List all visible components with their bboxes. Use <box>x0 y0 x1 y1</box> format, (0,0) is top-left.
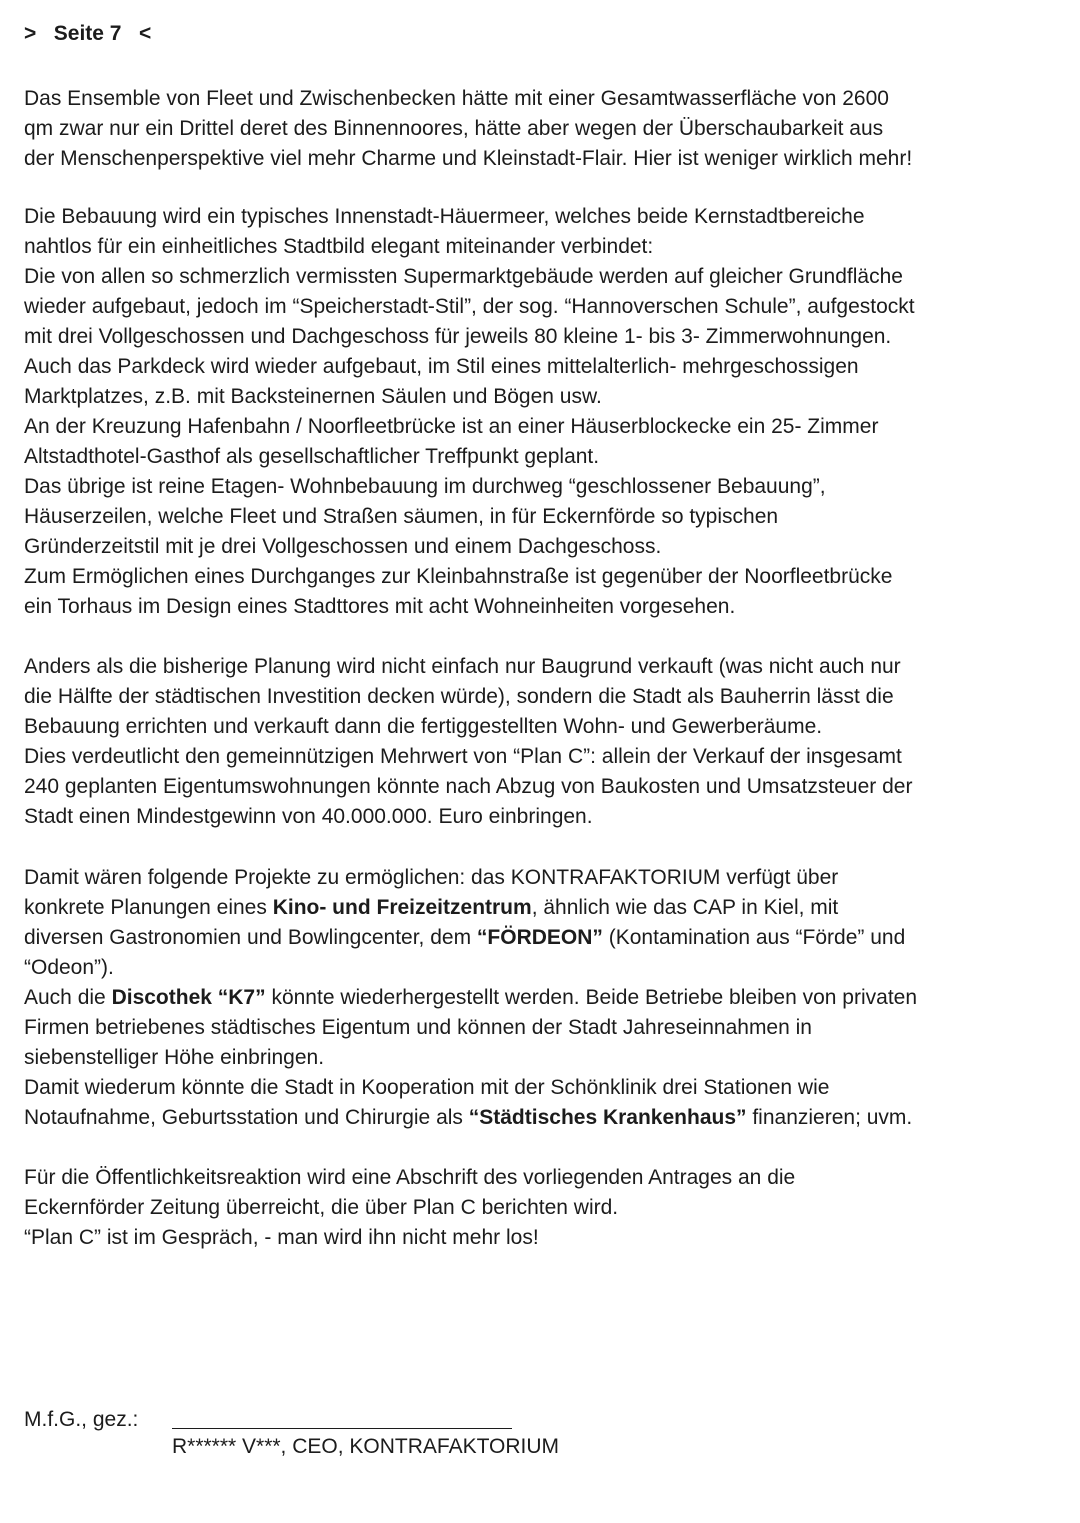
paragraph-verkauf <box>24 652 1070 832</box>
text-line: Die von allen so schmerzlich vermissten Supermarktgebäude werden auf gleicher Grundfläche <box>24 265 903 288</box>
text-line: qm zwar nur ein Drittel deret des Binnennoores, hätte aber wegen der Überschaubarkeit aus <box>24 117 884 140</box>
text-line: mit drei Vollgeschossen und Dachgeschoss für jeweils 80 kleine 1- bis 3- Zimmerwohnungen. <box>24 325 892 348</box>
text-segment: finanzieren; uvm. <box>746 1106 913 1129</box>
text-line: die Hälfte der städtischen Investition decken würde), sondern die Stadt als Bauherrin lässt die <box>24 685 894 708</box>
signature-label: M.f.G., gez.: <box>24 1408 139 1431</box>
text-line: Für die Öffentlichkeitsreaktion wird eine Abschrift des vorliegenden Antrages an die <box>24 1166 796 1189</box>
bold-foerdeon: “FÖRDEON” <box>476 926 603 949</box>
text-segment: diversen Gastronomien und Bowlingcenter, dem <box>24 926 477 949</box>
text-line: Eckernförder Zeitung überreicht, die über Plan C berichten wird. <box>24 1196 619 1219</box>
text-line <box>24 923 1070 953</box>
page-number-header: > Seite 7 < <box>24 22 152 45</box>
text-line: Das übrige ist reine Etagen- Wohnbebauung im durchweg “geschlossener Bebauung”, <box>24 475 826 498</box>
text-line <box>24 1103 1070 1133</box>
text-line: Altstadthotel-Gasthof als gesellschaftlicher Treffpunkt geplant. <box>24 445 600 468</box>
text-line: An der Kreuzung Hafenbahn / Noorfleetbrücke ist an einer Häuserblockecke ein 25- Zimmer <box>24 415 879 438</box>
text-segment: konkrete Planungen eines <box>24 896 273 919</box>
bold-staedtisches-krankenhaus: “Städtisches Krankenhaus” <box>468 1106 747 1129</box>
paragraph-oeffentlichkeit <box>24 1163 1070 1253</box>
text-line: Bebauung errichten und verkauft dann die fertiggestellten Wohn- und Gewerberäume. <box>24 715 823 738</box>
text-segment: könnte wiederhergestellt werden. Beide Betriebe bleiben von privaten <box>265 986 918 1009</box>
text-line: Marktplatzes, z.B. mit Backsteinernen Säulen und Bögen usw. <box>24 385 602 408</box>
text-segment: Notaufnahme, Geburtsstation und Chirurgie als <box>24 1106 469 1129</box>
text-line: Häuserzeilen, welche Fleet und Straßen säumen, in für Eckernförde so typischen <box>24 505 779 528</box>
text-line <box>24 983 1070 1013</box>
text-line: “Plan C” ist im Gespräch, - man wird ihn nicht mehr los! <box>24 1226 539 1249</box>
text-line <box>24 893 1070 923</box>
paragraph-projekte <box>24 863 1070 1133</box>
text-line: Damit wiederum könnte die Stadt in Kooperation mit der Schönklinik drei Stationen wie <box>24 1076 830 1099</box>
text-line: Dies verdeutlicht den gemeinnützigen Mehrwert von “Plan C”: allein der Verkauf der insgesamt <box>24 745 902 768</box>
text-line: “Odeon”). <box>24 956 114 979</box>
text-segment: (Kontamination aus “Förde” und <box>602 926 906 949</box>
text-segment: , ähnlich wie das CAP in Kiel, mit <box>531 896 839 919</box>
text-line: ein Torhaus im Design eines Stadttores mit acht Wohneinheiten vorgesehen. <box>24 595 736 618</box>
text-line: Firmen betriebenes städtisches Eigentum und können der Stadt Jahreseinnahmen in <box>24 1016 812 1039</box>
signature-name: R****** V***, CEO, KONTRAFAKTORIUM <box>172 1435 560 1458</box>
text-line: Die Bebauung wird ein typisches Innenstadt-Häuermeer, welches beide Kernstadtbereiche <box>24 205 865 228</box>
text-line: nahtlos für ein einheitliches Stadtbild elegant miteinander verbindet: <box>24 235 654 258</box>
bold-kino-freizeitzentrum: Kino- und Freizeitzentrum <box>272 896 532 919</box>
signature-line <box>172 1428 512 1429</box>
text-line: Das Ensemble von Fleet und Zwischenbecken hätte mit einer Gesamtwasserfläche von 2600 <box>24 87 889 110</box>
text-line: siebenstelliger Höhe einbringen. <box>24 1046 325 1069</box>
text-line: Auch das Parkdeck wird wieder aufgebaut, im Stil eines mittelalterlich- mehrgeschossigen <box>24 355 859 378</box>
text-line: der Menschenperspektive viel mehr Charme und Kleinstadt-Flair. Hier ist weniger wirklich mehr! <box>24 147 913 170</box>
bold-discothek-k7: Discothek “K7” <box>111 986 266 1009</box>
text-line: wieder aufgebaut, jedoch im “Speicherstadt-Stil”, der sog. “Hannoverschen Schule”, aufgestockt <box>24 295 915 318</box>
text-line: Stadt einen Mindestgewinn von 40.000.000. Euro einbringen. <box>24 805 593 828</box>
text-line: Zum Ermöglichen eines Durchganges zur Kleinbahnstraße ist gegenüber der Noorfleetbrücke <box>24 565 893 588</box>
text-line: Damit wären folgende Projekte zu ermöglichen: das KONTRAFAKTORIUM verfügt über <box>24 866 839 889</box>
text-line: Gründerzeitstil mit je drei Vollgeschossen und einem Dachgeschoss. <box>24 535 662 558</box>
text-line: 240 geplanten Eigentumswohnungen könnte nach Abzug von Baukosten und Umsatzsteuer der <box>24 775 913 798</box>
text-line: Anders als die bisherige Planung wird nicht einfach nur Baugrund verkauft (was nicht auch nur <box>24 655 901 678</box>
paragraph-bebauung <box>24 202 1070 622</box>
paragraph-fleet-ensemble <box>24 84 1070 174</box>
text-segment: Auch die <box>24 986 112 1009</box>
